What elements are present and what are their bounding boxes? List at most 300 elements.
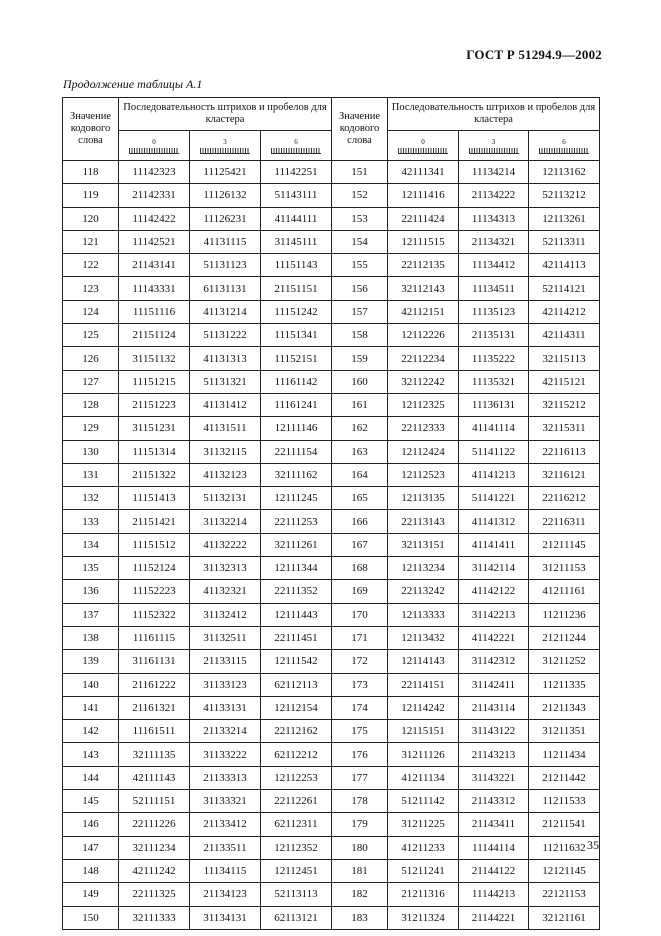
table-row	[63, 766, 600, 789]
sequence-cell: 22121153	[529, 883, 600, 906]
table-row	[63, 230, 600, 253]
table-row	[63, 557, 600, 580]
sequence-cell: 22111352	[261, 580, 332, 603]
sequence-cell: 31211252	[529, 650, 600, 673]
codeword-value-cell: 172	[332, 650, 388, 673]
table-row	[63, 487, 600, 510]
sequence-cell: 21143312	[459, 790, 529, 813]
sequence-cell: 11151215	[119, 370, 190, 393]
sequence-cell: 32111234	[119, 836, 190, 859]
sequence-cell: 12112523	[388, 463, 459, 486]
sequence-cell: 22116113	[529, 440, 600, 463]
sequence-cell: 11151512	[119, 533, 190, 556]
sequence-cell: 11135321	[459, 370, 529, 393]
sequence-cell: 12113432	[388, 626, 459, 649]
sequence-cell: 31142411	[459, 673, 529, 696]
sequence-cell: 21211343	[529, 696, 600, 719]
table-row	[63, 300, 600, 323]
sequence-cell: 41132222	[190, 533, 261, 556]
sequence-cell: 31132115	[190, 440, 261, 463]
sequence-cell: 11126231	[190, 207, 261, 230]
sequence-cell: 12113333	[388, 603, 459, 626]
sequence-cell: 42111143	[119, 766, 190, 789]
sequence-cell: 21151124	[119, 324, 190, 347]
sequence-cell: 32111261	[261, 533, 332, 556]
sequence-cell: 31142312	[459, 650, 529, 673]
sequence-cell: 32113151	[388, 533, 459, 556]
sequence-cell: 11134115	[190, 859, 261, 882]
sequence-cell: 51141221	[459, 487, 529, 510]
table-row	[63, 254, 600, 277]
sequence-cell: 22113242	[388, 580, 459, 603]
sequence-cell: 42114212	[529, 300, 600, 323]
sequence-cell: 22111325	[119, 883, 190, 906]
codeword-value-cell: 121	[63, 230, 119, 253]
sequence-cell: 12112154	[261, 696, 332, 719]
sequence-cell: 52111151	[119, 790, 190, 813]
codeword-value-cell: 170	[332, 603, 388, 626]
sequence-cell: 11134214	[459, 161, 529, 184]
sequence-cell: 32115113	[529, 347, 600, 370]
sequence-cell: 41141114	[459, 417, 529, 440]
sequence-cell: 31142114	[459, 557, 529, 580]
header-value-left: Значение кодового слова	[63, 98, 119, 161]
table-row	[63, 393, 600, 416]
sequence-cell: 31134131	[190, 906, 261, 929]
table-row	[63, 720, 600, 743]
sequence-cell: 11151116	[119, 300, 190, 323]
table-row	[63, 440, 600, 463]
sequence-cell: 11211335	[529, 673, 600, 696]
table-row	[63, 184, 600, 207]
sequence-cell: 21134222	[459, 184, 529, 207]
sequence-cell: 61131131	[190, 277, 261, 300]
sequence-cell: 31133321	[190, 790, 261, 813]
codeword-value-cell: 132	[63, 487, 119, 510]
sequence-cell: 62112311	[261, 813, 332, 836]
codeword-value-cell: 154	[332, 230, 388, 253]
table-row	[63, 836, 600, 859]
sequence-cell: 51141122	[459, 440, 529, 463]
sequence-cell: 21133412	[190, 813, 261, 836]
codeword-value-cell: 173	[332, 673, 388, 696]
sequence-cell: 11142422	[119, 207, 190, 230]
sequence-cell: 11151341	[261, 324, 332, 347]
table-row	[63, 533, 600, 556]
codeword-value-cell: 129	[63, 417, 119, 440]
sequence-cell: 21133511	[190, 836, 261, 859]
sequence-cell: 41211161	[529, 580, 600, 603]
sequence-cell: 31132313	[190, 557, 261, 580]
codeword-value-cell: 182	[332, 883, 388, 906]
sequence-cell: 42111242	[119, 859, 190, 882]
table-row	[63, 207, 600, 230]
sequence-cell: 32115311	[529, 417, 600, 440]
sequence-cell: 22111253	[261, 510, 332, 533]
sequence-cell: 21133115	[190, 650, 261, 673]
codeword-value-cell: 174	[332, 696, 388, 719]
sequence-cell: 21143411	[459, 813, 529, 836]
bar-pattern-icon	[271, 148, 321, 154]
table-row	[63, 277, 600, 300]
sequence-cell: 21211244	[529, 626, 600, 649]
sequence-cell: 11151314	[119, 440, 190, 463]
sequence-cell: 11151413	[119, 487, 190, 510]
table-row	[63, 813, 600, 836]
sequence-cell: 52114121	[529, 277, 600, 300]
sequence-cell: 11151143	[261, 254, 332, 277]
sequence-cell: 12111146	[261, 417, 332, 440]
sequence-cell: 21151151	[261, 277, 332, 300]
table-row	[63, 463, 600, 486]
sequence-cell: 22111226	[119, 813, 190, 836]
codeword-value-cell: 157	[332, 300, 388, 323]
sequence-cell: 22112261	[261, 790, 332, 813]
sequence-cell: 21144122	[459, 859, 529, 882]
sequence-cell: 12113234	[388, 557, 459, 580]
codeword-value-cell: 127	[63, 370, 119, 393]
header-sequence-right: Последовательность штрихов и пробелов для кластера	[388, 98, 600, 131]
sequence-cell: 21161321	[119, 696, 190, 719]
codeword-value-cell: 142	[63, 720, 119, 743]
codeword-value-cell: 177	[332, 766, 388, 789]
codeword-value-cell: 160	[332, 370, 388, 393]
sequence-cell: 12111416	[388, 184, 459, 207]
sequence-cell: 41211134	[388, 766, 459, 789]
sequence-cell: 31143122	[459, 720, 529, 743]
sequence-cell: 12121145	[529, 859, 600, 882]
sequence-cell: 22112162	[261, 720, 332, 743]
sequence-cell: 41132123	[190, 463, 261, 486]
codeword-value-cell: 138	[63, 626, 119, 649]
codeword-value-cell: 128	[63, 393, 119, 416]
codeword-value-cell: 136	[63, 580, 119, 603]
header-value-right: Значение кодового слова	[332, 98, 388, 161]
sequence-cell: 31132511	[190, 626, 261, 649]
sequence-cell: 21151223	[119, 393, 190, 416]
sequence-cell: 42114311	[529, 324, 600, 347]
sequence-cell: 11152124	[119, 557, 190, 580]
sequence-cell: 41131214	[190, 300, 261, 323]
sequence-cell: 11143331	[119, 277, 190, 300]
sequence-cell: 11152223	[119, 580, 190, 603]
codeword-value-cell: 164	[332, 463, 388, 486]
codeword-value-cell: 167	[332, 533, 388, 556]
codeword-value-cell: 139	[63, 650, 119, 673]
sequence-cell: 11135123	[459, 300, 529, 323]
bar-pattern-icon	[200, 148, 250, 154]
sequence-cell: 62112212	[261, 743, 332, 766]
sequence-cell: 11152151	[261, 347, 332, 370]
table-row	[63, 347, 600, 370]
sequence-cell: 41131115	[190, 230, 261, 253]
sequence-cell: 22116311	[529, 510, 600, 533]
cluster-3-left: 3	[190, 131, 261, 161]
sequence-cell: 11142521	[119, 230, 190, 253]
sequence-cell: 32111135	[119, 743, 190, 766]
codeword-value-cell: 125	[63, 324, 119, 347]
cluster-6-right: 6	[529, 131, 600, 161]
codeword-value-cell: 145	[63, 790, 119, 813]
cluster-6-left: 6	[261, 131, 332, 161]
sequence-cell: 41141411	[459, 533, 529, 556]
codeword-value-cell: 120	[63, 207, 119, 230]
codeword-value-cell: 156	[332, 277, 388, 300]
sequence-cell: 51131222	[190, 324, 261, 347]
sequence-cell: 22113143	[388, 510, 459, 533]
sequence-cell: 31161131	[119, 650, 190, 673]
sequence-cell: 12115151	[388, 720, 459, 743]
sequence-cell: 31151132	[119, 347, 190, 370]
sequence-cell: 11136131	[459, 393, 529, 416]
sequence-cell: 51131123	[190, 254, 261, 277]
codeword-value-cell: 148	[63, 859, 119, 882]
sequence-cell: 12111515	[388, 230, 459, 253]
sequence-cell: 21211145	[529, 533, 600, 556]
codeword-value-cell: 134	[63, 533, 119, 556]
sequence-cell: 62112113	[261, 673, 332, 696]
sequence-cell: 31143221	[459, 766, 529, 789]
sequence-cell: 11161115	[119, 626, 190, 649]
sequence-cell: 12114143	[388, 650, 459, 673]
codeword-value-cell: 181	[332, 859, 388, 882]
sequence-cell: 52113113	[261, 883, 332, 906]
sequence-cell: 11134412	[459, 254, 529, 277]
sequence-cell: 31211225	[388, 813, 459, 836]
sequence-cell: 12112451	[261, 859, 332, 882]
table-row	[63, 510, 600, 533]
codeword-value-cell: 137	[63, 603, 119, 626]
sequence-cell: 11211434	[529, 743, 600, 766]
sequence-cell: 21143114	[459, 696, 529, 719]
sequence-cell: 11161142	[261, 370, 332, 393]
sequence-cell: 41132321	[190, 580, 261, 603]
sequence-cell: 32121161	[529, 906, 600, 929]
codeword-value-cell: 183	[332, 906, 388, 929]
codeword-value-cell: 143	[63, 743, 119, 766]
codeword-value-cell: 179	[332, 813, 388, 836]
codeword-value-cell: 118	[63, 161, 119, 184]
table-row	[63, 161, 600, 184]
bar-pattern-icon	[539, 148, 589, 154]
codeword-value-cell: 133	[63, 510, 119, 533]
bar-pattern-icon	[398, 148, 448, 154]
sequence-cell: 11134313	[459, 207, 529, 230]
page-number: 35	[587, 838, 599, 852]
sequence-cell: 32111162	[261, 463, 332, 486]
sequence-cell: 11126132	[190, 184, 261, 207]
codeword-value-cell: 146	[63, 813, 119, 836]
sequence-cell: 32115212	[529, 393, 600, 416]
sequence-cell: 32111333	[119, 906, 190, 929]
sequence-cell: 21151322	[119, 463, 190, 486]
sequence-cell: 32112242	[388, 370, 459, 393]
sequence-cell: 22111154	[261, 440, 332, 463]
codeword-value-cell: 162	[332, 417, 388, 440]
sequence-cell: 21211541	[529, 813, 600, 836]
sequence-cell: 31132412	[190, 603, 261, 626]
codeword-value-cell: 178	[332, 790, 388, 813]
sequence-cell: 11142323	[119, 161, 190, 184]
sequence-cell: 22111424	[388, 207, 459, 230]
cluster-0-left: 0	[119, 131, 190, 161]
sequence-cell: 12112352	[261, 836, 332, 859]
sequence-cell: 51211241	[388, 859, 459, 882]
sequence-cell: 31142213	[459, 603, 529, 626]
codeword-value-cell: 152	[332, 184, 388, 207]
sequence-cell: 32112143	[388, 277, 459, 300]
bar-pattern-icon	[469, 148, 519, 154]
sequence-cell: 41211233	[388, 836, 459, 859]
codeword-value-cell: 161	[332, 393, 388, 416]
codeword-value-cell: 180	[332, 836, 388, 859]
table-row	[63, 743, 600, 766]
codeword-value-cell: 131	[63, 463, 119, 486]
codeword-value-cell: 123	[63, 277, 119, 300]
sequence-cell: 41142122	[459, 580, 529, 603]
codeword-value-cell: 155	[332, 254, 388, 277]
sequence-cell: 31145111	[261, 230, 332, 253]
sequence-cell: 21161222	[119, 673, 190, 696]
sequence-cell: 31133222	[190, 743, 261, 766]
codeword-value-cell: 119	[63, 184, 119, 207]
sequence-cell: 11211533	[529, 790, 600, 813]
sequence-cell: 12112424	[388, 440, 459, 463]
codeword-value-cell: 159	[332, 347, 388, 370]
sequence-cell: 11125421	[190, 161, 261, 184]
table-row	[63, 696, 600, 719]
sequence-cell: 31132214	[190, 510, 261, 533]
sequence-cell: 21144221	[459, 906, 529, 929]
sequence-cell: 21133313	[190, 766, 261, 789]
sequence-cell: 51131321	[190, 370, 261, 393]
codeword-value-cell: 163	[332, 440, 388, 463]
codeword-value-cell: 149	[63, 883, 119, 906]
sequence-cell: 42115121	[529, 370, 600, 393]
codeword-value-cell: 169	[332, 580, 388, 603]
codeword-value-cell: 124	[63, 300, 119, 323]
sequence-cell: 12111542	[261, 650, 332, 673]
sequence-cell: 42111341	[388, 161, 459, 184]
sequence-cell: 12112325	[388, 393, 459, 416]
codeword-value-cell: 147	[63, 836, 119, 859]
sequence-cell: 11142251	[261, 161, 332, 184]
sequence-cell: 22112333	[388, 417, 459, 440]
table-row	[63, 626, 600, 649]
sequence-cell: 22112234	[388, 347, 459, 370]
codeword-value-cell: 171	[332, 626, 388, 649]
sequence-cell: 11135222	[459, 347, 529, 370]
sequence-cell: 12112226	[388, 324, 459, 347]
codeword-value-cell: 153	[332, 207, 388, 230]
table-continuation-caption: Продолжение таблицы А.1	[63, 77, 203, 91]
codeword-value-cell: 150	[63, 906, 119, 929]
codeword-value-cell: 175	[332, 720, 388, 743]
table-row	[63, 859, 600, 882]
sequence-cell: 41142221	[459, 626, 529, 649]
sequence-cell: 41131511	[190, 417, 261, 440]
table-row	[63, 673, 600, 696]
codeword-value-cell: 126	[63, 347, 119, 370]
table-row	[63, 790, 600, 813]
bar-pattern-icon	[129, 148, 179, 154]
table-row	[63, 883, 600, 906]
sequence-cell: 21143213	[459, 743, 529, 766]
codeword-value-cell: 122	[63, 254, 119, 277]
table-row	[63, 650, 600, 673]
sequence-cell: 21143141	[119, 254, 190, 277]
codeword-value-cell: 130	[63, 440, 119, 463]
sequence-cell: 51132131	[190, 487, 261, 510]
table-row	[63, 906, 600, 929]
sequence-cell: 11152322	[119, 603, 190, 626]
sequence-cell: 52113311	[529, 230, 600, 253]
codeword-value-cell: 144	[63, 766, 119, 789]
codeword-value-cell: 165	[332, 487, 388, 510]
sequence-cell: 31133123	[190, 673, 261, 696]
sequence-cell: 62113121	[261, 906, 332, 929]
sequence-cell: 11144114	[459, 836, 529, 859]
sequence-cell: 21211316	[388, 883, 459, 906]
sequence-cell: 21134123	[190, 883, 261, 906]
sequence-cell: 41131313	[190, 347, 261, 370]
sequence-cell: 31151231	[119, 417, 190, 440]
sequence-cell: 31211324	[388, 906, 459, 929]
sequence-cell: 21135131	[459, 324, 529, 347]
table-row	[63, 603, 600, 626]
cluster-3-right: 3	[459, 131, 529, 161]
sequence-cell: 12113162	[529, 161, 600, 184]
header-sequence-left: Последовательность штрихов и пробелов для кластера	[119, 98, 332, 131]
sequence-cell: 12113135	[388, 487, 459, 510]
sequence-cell: 31211153	[529, 557, 600, 580]
sequence-cell: 42112151	[388, 300, 459, 323]
sequence-cell: 51143111	[261, 184, 332, 207]
sequence-cell: 11211236	[529, 603, 600, 626]
table-row	[63, 324, 600, 347]
sequence-cell: 21151421	[119, 510, 190, 533]
sequence-cell: 41133131	[190, 696, 261, 719]
codeword-value-cell: 141	[63, 696, 119, 719]
codeword-value-cell: 135	[63, 557, 119, 580]
sequence-cell: 41141312	[459, 510, 529, 533]
sequence-cell: 11134511	[459, 277, 529, 300]
sequence-cell: 11161241	[261, 393, 332, 416]
table-row	[63, 417, 600, 440]
codeword-value-cell: 166	[332, 510, 388, 533]
sequence-cell: 41144111	[261, 207, 332, 230]
sequence-cell: 31211126	[388, 743, 459, 766]
table-row	[63, 370, 600, 393]
sequence-cell: 11211632	[529, 836, 600, 859]
sequence-cell: 51211142	[388, 790, 459, 813]
sequence-cell: 21211442	[529, 766, 600, 789]
sequence-cell: 41141213	[459, 463, 529, 486]
document-title: ГОСТ Р 51294.9—2002	[466, 47, 602, 62]
sequence-cell: 21142331	[119, 184, 190, 207]
sequence-cell: 22111451	[261, 626, 332, 649]
sequence-cell: 22112135	[388, 254, 459, 277]
sequence-cell: 42114113	[529, 254, 600, 277]
sequence-cell: 32116121	[529, 463, 600, 486]
sequence-cell: 11144213	[459, 883, 529, 906]
sequence-cell: 52113212	[529, 184, 600, 207]
sequence-cell: 22114151	[388, 673, 459, 696]
sequence-cell: 22116212	[529, 487, 600, 510]
sequence-cell: 12113261	[529, 207, 600, 230]
codeword-value-cell: 158	[332, 324, 388, 347]
sequence-cell: 41131412	[190, 393, 261, 416]
